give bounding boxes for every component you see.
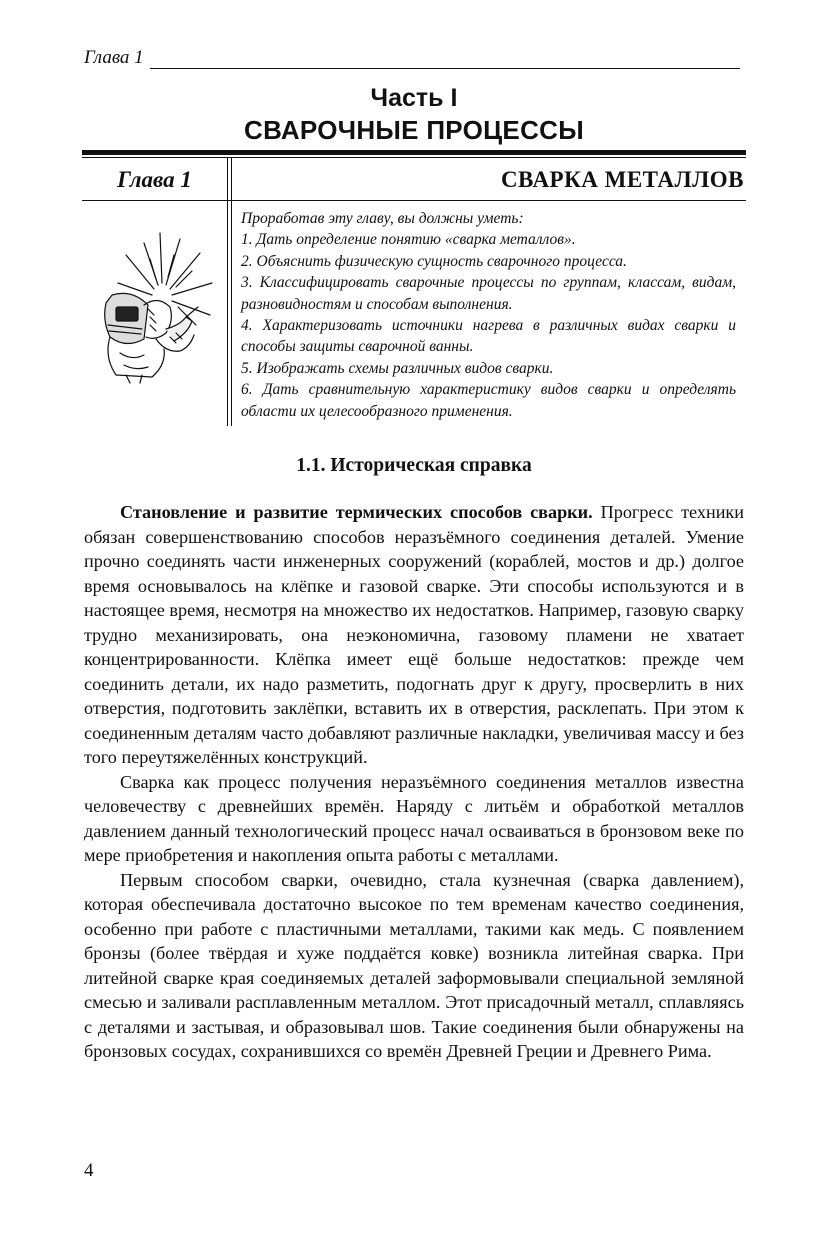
paragraph-1 xyxy=(84,500,744,770)
objective-item: 6. Дать сравнительную характеристику видов сварки и определять области их целесообразного применения. xyxy=(241,381,736,420)
section-title: 1.1. Историческая справка xyxy=(296,455,532,476)
chapter-bottom-rule xyxy=(82,200,746,201)
running-head-label: Глава 1 xyxy=(84,47,148,69)
objective-item: 5. Изображать схемы различных видов сварки. xyxy=(241,359,554,377)
objective-item: 3. Классифицировать сварочные процессы по группам, классам, видам, разновидностям и способам выполнения. xyxy=(241,274,736,313)
body-text xyxy=(84,500,744,1064)
column-divider-right xyxy=(231,158,232,426)
paragraph-2: Сварка как процесс получения неразъёмного соединения металлов известна человечеству с древнейших времён. Наряду с литьём и обработкой металлов давлением данный технологический процесс начал осваиваться в бронзовом веке по мере приобретения и накопления опыта работы с металлами. xyxy=(84,771,744,865)
column-divider-left xyxy=(227,158,228,426)
paragraph-1-text: Прогресс техники обязан совершенствованию способов неразъёмного соединения деталей. Умение прочно соединять части инженерных сооружений (кораблей, мостов и др.) долгое время основывалось на клёпке и газовой сварке. Эти способы используются и в настоящее время, несмотря на множество их недостатков. Например, газовую сварку трудно механизировать, она неэкономична, газовому пламени не хватает концентрированности. Клёпка имеет ещё больше недостатков: прежде чем соединить детали, их надо разметить, подогнать друг к другу, просверлить в них отверстия, подготовить заклёпки, вставить их в отверстия, расклепать. При этом к соединенным деталям часто добавляют различные накладки, увеличивая массу и без того переутяжелённых конструкций. xyxy=(84,502,744,767)
chapter-title: СВАРКА МЕТАЛЛОВ xyxy=(500,167,744,192)
heading-thin-rule xyxy=(82,157,746,158)
welder-illustration xyxy=(96,225,218,385)
learning-objectives xyxy=(241,208,736,422)
part-title: СВАРОЧНЫЕ ПРОЦЕССЫ xyxy=(244,115,584,145)
chapter-label: Глава 1 xyxy=(117,167,192,192)
objectives-intro: Проработав эту главу, вы должны уметь: xyxy=(241,210,524,227)
paragraph-3: Первым способом сварки, очевидно, стала кузнечная (сварка давлением), которая обеспечивала достаточно высокое по тем временам качество соединения, особенно при работе с пластичными металлами, такими как медь. С появлением бронзы (более твёрдая и хуже поддаётся ковке) возникла литейная сварка. При литейной сварке края соединяемых деталей заформовывали специальной земляной смесью и заливали расплавленным металлом. Этот присадочный металл, сплавляясь с деталями и застывая, и образовывал шов. Такие соединения были обнаружены на бронзовых сосудах, сохранившихся со времён Древней Греции и Древнего Рима. xyxy=(84,869,744,1061)
page-number: 4 xyxy=(84,1160,94,1181)
heading-thick-rule xyxy=(82,150,746,155)
running-head xyxy=(84,47,740,73)
objective-item: 4. Характеризовать источники нагрева в различных видах сварки и способы защиты сварочной ванны. xyxy=(241,317,736,356)
paragraph-lead: Становление и развитие термических способов сварки. xyxy=(120,502,593,522)
objective-item: 2. Объяснить физическую сущность сварочного процесса. xyxy=(241,252,627,270)
running-head-rule xyxy=(150,68,740,69)
part-number: Часть I xyxy=(370,84,458,112)
objective-item: 1. Дать определение понятию «сварка металлов». xyxy=(241,231,576,249)
